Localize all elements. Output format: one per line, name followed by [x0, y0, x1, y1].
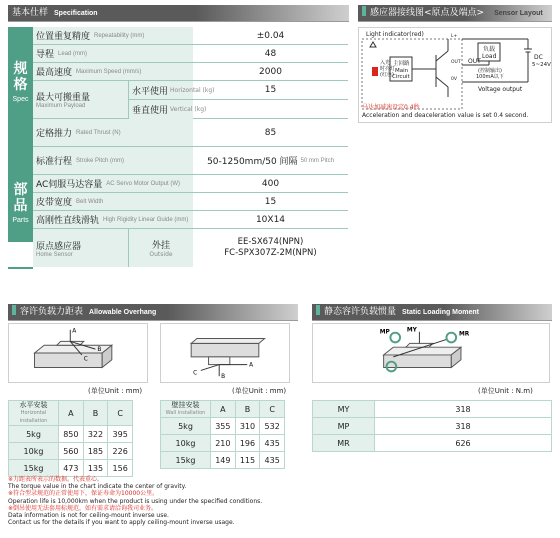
svg-text:MY: MY	[406, 327, 417, 334]
payload-horizontal-value: 15	[193, 81, 348, 100]
svg-text:Load: Load	[482, 53, 497, 60]
spec-row-repeatability: 位置重复精度 Repeatability (mm) ±0.04	[33, 27, 348, 45]
spec-row-payload: 最大可搬重量 Maximum Payload 水平使用 Horizontal (kg) 垂直使用 Vertical (kg) 15	[33, 81, 348, 119]
payload-vertical-label: 垂直使用	[132, 106, 169, 116]
svg-text:0V: 0V	[451, 77, 457, 82]
static-header	[312, 304, 552, 320]
sensor-note-en: Acceleration and deaceleration value is set 0.4 second.	[362, 112, 529, 119]
light-indicator-icon	[372, 67, 378, 76]
svg-text:Voltage output: Voltage output	[478, 86, 523, 93]
spec-row-home-sensor	[33, 229, 348, 267]
home-sensor-label: 原点感应器	[36, 241, 82, 252]
payload-label: 最大可搬重量	[36, 93, 91, 103]
svg-text:A: A	[72, 328, 77, 335]
svg-text:Light indicator(red): Light indicator(red)	[366, 31, 424, 38]
svg-text:主回路: 主回路	[393, 61, 410, 67]
table-row: MY 318	[313, 401, 552, 418]
svg-text:100mA以下: 100mA以下	[476, 74, 504, 80]
spec-row-motor: AC伺服马达容量 AC Servo Motor Output (W) 400	[33, 175, 348, 193]
spec-title: 基本仕样	[12, 8, 49, 18]
sensor-header	[358, 5, 552, 21]
static-moment-diagram	[312, 323, 550, 383]
svg-text:C: C	[83, 356, 88, 363]
spec-row-rated-thrust: 定格推力 Rated Thrust (N) 85	[33, 119, 348, 147]
table-row: 5kg 850 322 395	[9, 426, 133, 443]
header-mark-icon	[12, 305, 16, 315]
spec-row-stroke: 标准行程 Stroke Pitch (mm) 50-1250mm/50 间隔 50 mm Pitch	[33, 147, 348, 175]
horizontal-overhang-diagram	[8, 323, 148, 383]
overhang-title-en: Allowable Overhang	[89, 309, 157, 316]
svg-text:(红色): (红色)	[380, 72, 394, 78]
overhang-unit-wall: (单位Unit : mm)	[232, 387, 287, 395]
header-mark-icon	[362, 6, 366, 16]
svg-text:MP: MP	[379, 329, 390, 336]
table-row: 10kg 210 196 435	[161, 435, 285, 452]
spec-row-max-speed: 最高速度 Maximum Speed (mm/s) 2000	[33, 63, 348, 81]
svg-text:Main: Main	[395, 68, 409, 74]
static-title-en: Static Loading Moment	[402, 309, 480, 316]
spec-row-belt: 皮带宽度 Belt Width 15	[33, 193, 348, 211]
payload-vertical-value	[193, 100, 348, 119]
spec-header-underline	[8, 21, 349, 22]
svg-text:入光: 入光	[380, 60, 391, 66]
static-moment-table	[312, 400, 552, 452]
home-sensor-sub: 外挂	[151, 241, 170, 251]
spec-title-en: Specification	[54, 10, 98, 17]
horizontal-overhang-table: 水平安装 Horizontal installation A B C 5kg 850 322 395 10kg 560 185 226 15kg 473 135 156	[8, 400, 133, 477]
svg-text:OUT: OUT	[468, 58, 481, 65]
spec-row-guide: 高刚性直线滑轨 High Rigidity Linear Guide (mm) 10X14	[33, 211, 348, 229]
footnotes: ※力距表所表示的数据。代表重心。 The torque value in the chart indicate the center of gravity. ※符合型录规范的正常使用下，保证寿命为10000公里。 Operation life is 10,000km when the product is using under the specified conditions. ※倒吊使用无法套用标规范，如有需求请洽询我司业务。 Data information is not for ceiling-mount inverse use. Contact us for the details if you want to apply ceiling-mount inverse usage.	[8, 476, 263, 527]
spec-row-lead: 导程 Lead (mm) 48	[33, 45, 348, 63]
svg-text:B: B	[221, 374, 226, 381]
sensor-note: 马达加减速设定0.4秒	[362, 104, 420, 111]
svg-text:MR: MR	[459, 331, 470, 338]
spec-side-label: 规 格 Spec	[8, 27, 33, 175]
svg-text:B: B	[97, 347, 102, 354]
home-sensor-label-en: Home Sensor	[36, 251, 73, 258]
svg-text:Circuit: Circuit	[392, 74, 410, 80]
static-unit: (单位Unit : N.m)	[478, 387, 533, 395]
table-row: 15kg 473 135 156	[9, 460, 133, 477]
svg-text:A: A	[249, 362, 254, 369]
table-row: 10kg 560 185 226	[9, 443, 133, 460]
svg-text:时亮灯: 时亮灯	[380, 66, 396, 72]
svg-text:负载: 负载	[483, 46, 496, 53]
payload-label-en: Maximum Payload	[36, 103, 86, 109]
sensor-header-underline	[358, 21, 552, 22]
home-sensor-model-2: FC-SPX307Z-2M(NPN)	[224, 248, 317, 258]
parts-side-label: 部 品 Parts	[8, 175, 33, 242]
static-title: 静态容许负载惯量	[324, 307, 397, 317]
sensor-title-en: Sensor Layout	[494, 10, 543, 17]
table-row: 15kg 149 115 435	[161, 452, 285, 469]
payload-horizontal-label: 水平使用	[132, 86, 169, 97]
svg-text:OUT: OUT	[451, 60, 461, 65]
table-row: MR 626	[313, 435, 552, 452]
spec-header	[8, 5, 349, 21]
svg-text:5~24V: 5~24V	[532, 62, 551, 68]
svg-text:(控制输出): (控制输出)	[478, 68, 502, 74]
table-row: 5kg 355 310 532	[161, 418, 285, 435]
overhang-title: 容许负载力距表	[20, 307, 84, 317]
static-header-underline	[312, 320, 552, 321]
wall-overhang-table: 壁挂安装 Wall installation A B C 5kg 355 310 532 10kg 210 196 435 15kg 149 115 435	[160, 400, 285, 469]
svg-text:C: C	[193, 370, 198, 377]
overhang-header-underline	[8, 320, 298, 321]
home-sensor-model-1: EE-SX674(NPN)	[237, 237, 304, 247]
sensor-title: 感应器接线图<原点及端点>	[370, 8, 485, 18]
table-row: MP 318	[313, 418, 552, 435]
svg-text:DC: DC	[534, 54, 543, 61]
overhang-header	[8, 304, 298, 320]
home-sensor-sub-en: Outside	[149, 251, 173, 258]
svg-text:L+: L+	[451, 34, 458, 39]
wall-overhang-diagram	[160, 323, 290, 383]
overhang-unit-horizontal: (单位Unit : mm)	[88, 387, 143, 395]
header-mark-icon	[316, 305, 320, 315]
